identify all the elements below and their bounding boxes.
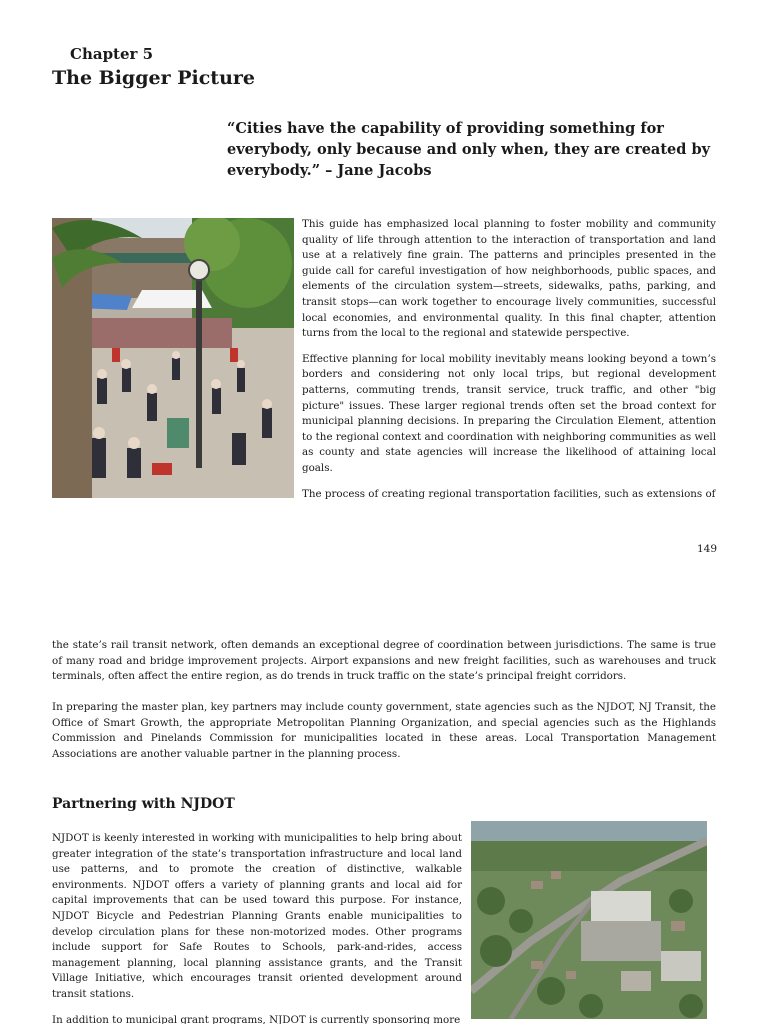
chapter-number: Chapter 5 — [70, 45, 154, 63]
chapter-title: The Bigger Picture — [52, 67, 255, 89]
page-number: 149 — [697, 543, 718, 555]
paragraph-rail-transit: the state’s rail transit network, often demands an exceptional degree of coordination between jurisdictions. The same is true of many road and bridge improvement projects. Airport expansions and new freight facilities, such as warehouses and truck terminals, often affect the entire region, as do trends in truck traffic on the state’s principal freight corridors. — [52, 639, 716, 683]
epigraph-quote: “Cities have the capability of providing something for everybody, only because and only when, they are created by everybody.” – Jane Jacobs — [227, 120, 711, 179]
paragraph-njdot: NJDOT is keenly interested in working with municipalities to help bring about greater integration of the state’s transportation infrastructure and local land use patterns, and to promote the creation of distinctive, walkable environments. NJDOT offers a variety of planning grants and local aid for capital improvements that can be used toward this purpose. For instance, NJDOT Bicycle and Pedestrian Planning Grants enable municipalities to develop circulation plans for these non-motorized modes. Other programs include support for Safe Routes to Schools, park-and-rides, access management planning, local planning assistance grants, and the Transit Village Initiative, which encourages transit oriented development around transit stations. — [52, 832, 462, 1000]
paragraph-key-partners: In preparing the master plan, key partners may include county government, state agencies such as the NJDOT, NJ Transit, the Office of Smart Growth, the appropriate Metropolitan Planning Organization, and special agencies such as the Highlands Commission and Pinelands Commission for municipalities located in these areas. Local Transportation Management Associations are another valuable partner in the planning process. — [52, 701, 716, 760]
njdot-column — [52, 831, 462, 1024]
page-break — [0, 580, 768, 630]
paragraph-process: The process of creating regional transportation facilities, such as extensions of — [302, 487, 716, 500]
intro-column — [302, 217, 716, 512]
street-market-photo — [52, 218, 294, 498]
section-heading: Partnering with NJDOT — [52, 796, 235, 812]
paragraph-intro: This guide has emphasized local planning to foster mobility and community quality of life through attention to the interaction of transportation and land use at a relatively fine grain. The patterns and principles presented in the guide call for careful investigation of how neighborhoods, public spaces, and elements of the circulation system—streets, sidewalks, paths, parking, and transit stops—can work together to encourage lively communities, successful local economies, and environmental quality. In this final chapter, attention turns from the local to the regional and statewide perspective. — [302, 218, 716, 340]
aerial-photo — [471, 821, 707, 1019]
paragraph-grant-programs: In addition to municipal grant programs, NJDOT is currently sponsoring more — [52, 1013, 461, 1024]
paragraph-regional: Effective planning for local mobility inevitably means looking beyond a town’s borders and considering not only local trips, but regional development patterns, commuting trends, transit service, truck traffic, and other "big picture" issues. These larger regional trends often set the broad context for municipal planning decisions. In preparing the Circulation Element, attention to the regional context and coordination with neighboring communities as well as county and state agencies will increase the likelihood of attaining local goals. — [302, 352, 716, 474]
